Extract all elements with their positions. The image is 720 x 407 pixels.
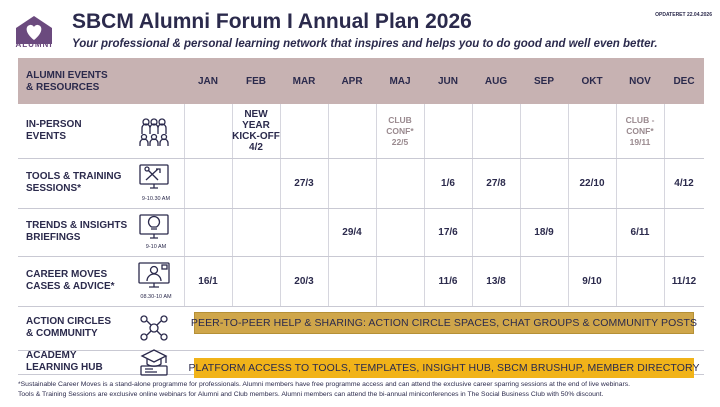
table-header-label [18, 58, 184, 104]
table-header-label-line-1: ALUMNI EVENTS [26, 70, 108, 81]
row-label-line: & COMMUNITY [26, 328, 98, 339]
event-date-text [486, 276, 505, 287]
row-label-line: CAREER MOVES [26, 269, 108, 280]
event-date-text [626, 115, 655, 148]
event-date-jan [184, 256, 232, 306]
community-network-icon [136, 313, 172, 343]
event-date-line: 11/6 [438, 275, 458, 287]
page-title: SBCM Alumni Forum I Annual Plan 2026 [72, 10, 472, 33]
row-label-line: SESSIONS* [26, 183, 82, 194]
month-header-aug: AUG [484, 75, 508, 87]
event-date-nov [616, 104, 664, 158]
row-label-3 [26, 269, 115, 293]
row-label-1 [26, 171, 121, 195]
event-date-text [342, 227, 361, 238]
row-time-label: 08.30-10 AM [140, 294, 172, 300]
row-time-label: 9-10 AM [145, 244, 167, 250]
event-date-line: NEW YEAR [242, 109, 270, 131]
row-label-line: CASES & ADVICE* [26, 281, 115, 292]
event-date-line: 1/6 [441, 177, 455, 189]
event-date-jun [424, 208, 472, 256]
lightbulb-screen-icon [136, 212, 172, 242]
row-label-line: LEARNING HUB [26, 362, 103, 373]
event-date-line: 16/1 [198, 275, 218, 287]
column-divider [328, 104, 329, 306]
event-date-line: 19/11 [629, 136, 651, 147]
event-date-aug [472, 158, 520, 208]
logo-text: ALUMNI [15, 40, 53, 49]
event-date-line: 4/12 [674, 177, 694, 189]
month-header-dec: DEC [673, 75, 695, 87]
event-date-aug [472, 256, 520, 306]
group-people-icon [136, 116, 172, 146]
row-time-label: 9-10.30 AM [141, 196, 171, 202]
month-header-nov: NOV [629, 75, 651, 87]
academy-hub-icon [136, 347, 172, 377]
event-date-text [579, 178, 604, 189]
footnote-line-1: *Sustainable Career Moves is a stand-alone programme for professionals. Alumni members have free programme access and can attend the exclusive career sparring sessions at the end of live webinars. [18, 381, 631, 388]
event-date-line: 11/12 [671, 275, 697, 287]
row-label-line: TRENDS & INSIGHTS [26, 220, 128, 231]
column-divider [520, 104, 521, 306]
event-date-line: 27/8 [486, 177, 506, 189]
event-date-text [534, 227, 553, 238]
event-date-text [232, 109, 280, 153]
event-date-line: CLUB [388, 114, 412, 125]
event-date-text [582, 276, 601, 287]
month-header-feb: FEB [246, 75, 266, 87]
event-date-mar [280, 158, 328, 208]
page-subtitle: Your professional & personal learning network that inspires and helps you to do good and well even better. [72, 38, 658, 50]
event-date-dec [664, 158, 704, 208]
month-header-okt: OKT [581, 75, 603, 87]
event-date-line: 29/4 [342, 226, 362, 238]
academy-band: PLATFORM ACCESS TO TOOLS, TEMPLATES, INSIGHT HUB, SBCM BRUSHUP, MEMBER DIRECTORY [194, 358, 694, 378]
event-date-sep [520, 208, 568, 256]
event-date-text [631, 227, 650, 238]
event-date-text [439, 276, 458, 287]
event-date-text [386, 115, 413, 148]
event-date-text [198, 276, 217, 287]
event-date-jun [424, 256, 472, 306]
event-date-line: 22/10 [579, 177, 605, 189]
event-date-line: CONF* [386, 125, 414, 136]
event-date-line: CLUB - [625, 114, 655, 125]
row-label-line: TOOLS & TRAINING [26, 171, 122, 182]
footnote [18, 380, 630, 400]
row-label-5 [26, 350, 103, 374]
event-date-text [672, 276, 696, 287]
event-date-okt [568, 158, 616, 208]
event-date-text [438, 227, 457, 238]
month-header-jun: JUN [437, 75, 458, 87]
updated-stamp: OPDATERET 22.04.2026 [655, 12, 712, 18]
event-date-text [294, 178, 313, 189]
event-date-nov [616, 208, 664, 256]
row-label-line: BRIEFINGS [26, 232, 81, 243]
footnote-line-2: Tools & Training Sessions are exclusive online webinars for Alumni and Club members. Alumni members can attend the bi-annual miniconferences in The Social Business Club with 50% discount. [18, 391, 604, 398]
video-call-icon [136, 260, 172, 290]
month-header-mar: MAR [292, 75, 316, 87]
community-band: PEER-TO-PEER HELP & SHARING: ACTION CIRCLE SPACES, CHAT GROUPS & COMMUNITY POSTS [194, 312, 694, 334]
event-date-feb [232, 104, 280, 158]
annual-plan-table [18, 58, 704, 374]
event-date-line: 22/5 [391, 136, 409, 147]
event-date-maj [376, 104, 424, 158]
row-label-line: EVENTS [26, 131, 67, 142]
event-date-text [294, 276, 313, 287]
row-label-line: ACTION CIRCLES [26, 316, 111, 327]
row-label-0 [26, 119, 82, 143]
event-date-line: 9/10 [582, 275, 602, 287]
event-date-line: 6/11 [630, 226, 650, 238]
row-label-2 [26, 220, 127, 244]
event-date-text [486, 178, 505, 189]
event-date-dec [664, 256, 704, 306]
month-header-maj: MAJ [389, 75, 411, 87]
event-date-line: 13/8 [486, 275, 506, 287]
row-label-line: IN-PERSON [26, 119, 82, 130]
row-divider [18, 306, 704, 307]
table-header-label-line-2: & RESOURCES [26, 82, 100, 93]
month-header-apr: APR [341, 75, 363, 87]
event-date-jun [424, 158, 472, 208]
event-date-line: 20/3 [294, 275, 314, 287]
event-date-line: CONF* [626, 125, 654, 136]
computer-tools-icon [136, 162, 172, 192]
month-header-jan: JAN [197, 75, 218, 87]
event-date-mar [280, 256, 328, 306]
row-label-line: ACADEMY [26, 350, 77, 361]
event-date-line: 4/2 [249, 142, 263, 153]
event-date-line: 17/6 [438, 226, 458, 238]
month-header-sep: SEP [533, 75, 554, 87]
event-date-text [441, 178, 455, 189]
row-label-4 [26, 316, 111, 340]
event-date-apr [328, 208, 376, 256]
row-divider [18, 350, 704, 351]
event-date-line: 18/9 [534, 226, 554, 238]
event-date-okt [568, 256, 616, 306]
event-date-line: 27/3 [294, 177, 314, 189]
event-date-text [674, 178, 693, 189]
event-date-line: KICK-OFF [232, 131, 280, 142]
